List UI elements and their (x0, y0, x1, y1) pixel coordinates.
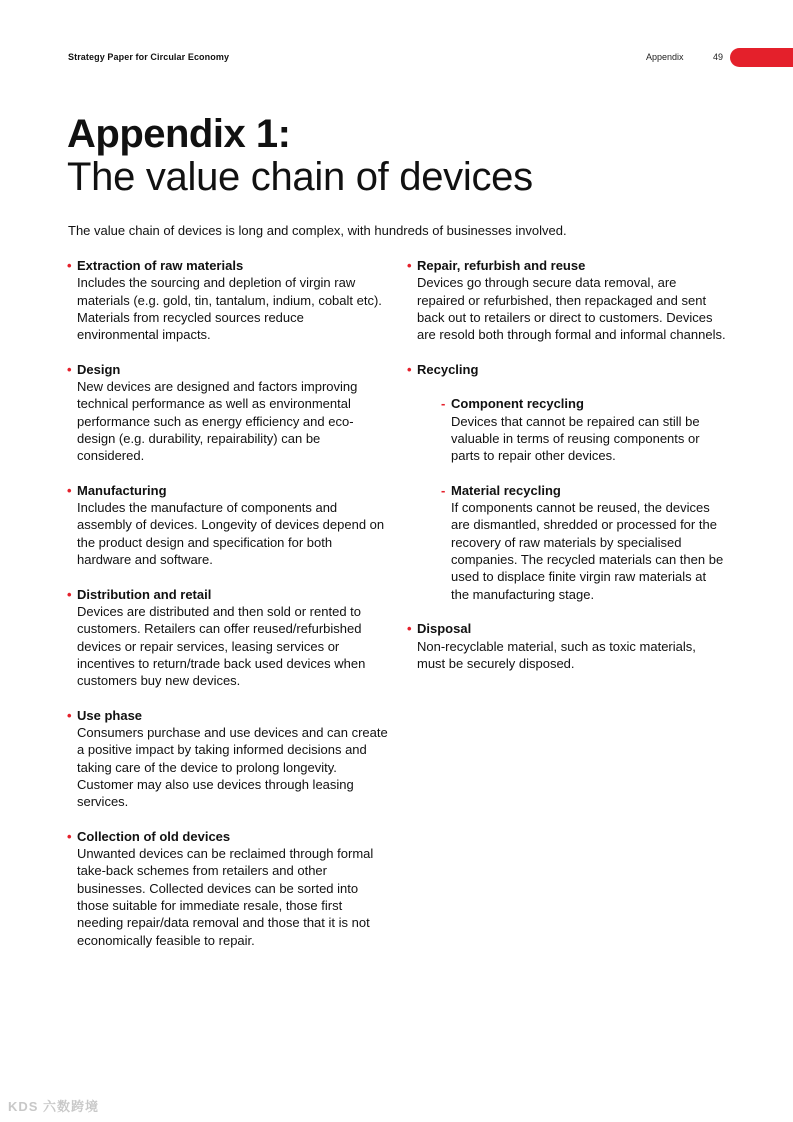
bullet-icon: • (67, 361, 72, 377)
list-item-body: Devices are distributed and then sold or rented to customers. Retailers can offer reused/refurbished devices or repair services, leasing services or incentives to return/trade back used devices when customers buy new devices. (77, 603, 366, 689)
list-item-collection (67, 828, 389, 949)
sub-item-component-recycling (441, 395, 727, 464)
list-item-design (67, 361, 389, 465)
bullet-icon: • (67, 707, 72, 723)
list-item-body: Unwanted devices can be reclaimed through formal take-back schemes from retailers and other businesses. Collected devices can be sorted into those suitable for immediate resale, those first needing repair/data removal and those that it is not economically feasible to repair. (77, 846, 374, 948)
header-red-tab (730, 48, 793, 67)
sub-item-title: Material recycling (451, 482, 561, 498)
list-item-extraction (67, 257, 389, 343)
page-title-subtitle: The value chain of devices (67, 155, 533, 199)
list-item-title: Design (77, 361, 121, 377)
sub-item-body: Devices that cannot be repaired can still be valuable in terms of reusing components or parts to repair other devices. (451, 413, 700, 464)
right-column (407, 257, 727, 689)
list-item-distribution (67, 586, 389, 690)
list-item-repair (407, 257, 727, 343)
bullet-icon: • (67, 828, 72, 844)
sub-item-body: If components cannot be reused, the devices are dismantled, shredded or processed for the recovery of raw materials by specialised companies. The recycled materials can then be used to displace finite virgin raw materials at the manufacturing stage. (451, 500, 724, 602)
dash-icon: - (441, 396, 446, 412)
sub-item-title: Component recycling (451, 396, 584, 412)
sub-item-material-recycling (441, 482, 727, 603)
list-item-body: Includes the sourcing and depletion of virgin raw materials (e.g. gold, tin, tantalum, indium, cobalt etc). Materials from recycled sources reduce environmental impacts. (77, 275, 382, 343)
list-item-title: Distribution and retail (77, 586, 212, 602)
bullet-icon: • (407, 621, 412, 637)
dash-icon: - (441, 482, 446, 498)
list-item-body: Consumers purchase and use devices and can create a positive impact by taking informed decisions and taking care of the device to prolong longevity. Customer may also use devices through leasing services. (77, 725, 388, 810)
left-column (67, 257, 389, 966)
list-item-title: Manufacturing (77, 482, 167, 498)
header-section-label: Appendix (646, 52, 684, 62)
list-item-title: Collection of old devices (77, 828, 231, 844)
bullet-icon: • (67, 258, 72, 273)
intro-paragraph: The value chain of devices is long and complex, with hundreds of businesses involved. (68, 223, 567, 238)
list-item-title: Use phase (77, 707, 143, 723)
list-item-body: Includes the manufacture of components and assembly of devices. Longevity of devices depend on the product design and specification for both hardware and software. (77, 500, 385, 568)
page-number: 49 (713, 52, 724, 62)
list-item-use-phase (67, 707, 389, 811)
list-item-recycling (407, 361, 727, 603)
page-title-bold: Appendix 1: (67, 112, 291, 156)
header-doc-title: Strategy Paper for Circular Economy (68, 52, 230, 62)
bullet-icon: • (67, 586, 72, 602)
list-item-title: Extraction of raw materials (77, 258, 244, 273)
bullet-icon: • (407, 361, 412, 377)
list-item-title: Recycling (417, 361, 479, 377)
list-item-body: Devices go through secure data removal, are repaired or refurbished, then repackaged and sent back out to retailers or direct to customers. Devices are resold both through formal and informal channels. (417, 275, 726, 343)
recycling-sub-list (417, 395, 727, 603)
list-item-body: New devices are designed and factors improving technical performance as well as environmental performance such as energy efficiency and eco-design (e.g. durability, repairability) can be considered. (77, 379, 358, 464)
bullet-icon: • (67, 482, 72, 498)
list-item-body: Non-recyclable material, such as toxic materials, must be securely disposed. (417, 638, 696, 671)
list-item-disposal (407, 620, 727, 672)
list-item-title: Disposal (417, 621, 472, 637)
list-item-title: Repair, refurbish and reuse (417, 258, 586, 273)
list-item-manufacturing (67, 482, 389, 568)
bullet-icon: • (407, 258, 412, 273)
watermark: KDS 六数跨境 (8, 1099, 100, 1114)
